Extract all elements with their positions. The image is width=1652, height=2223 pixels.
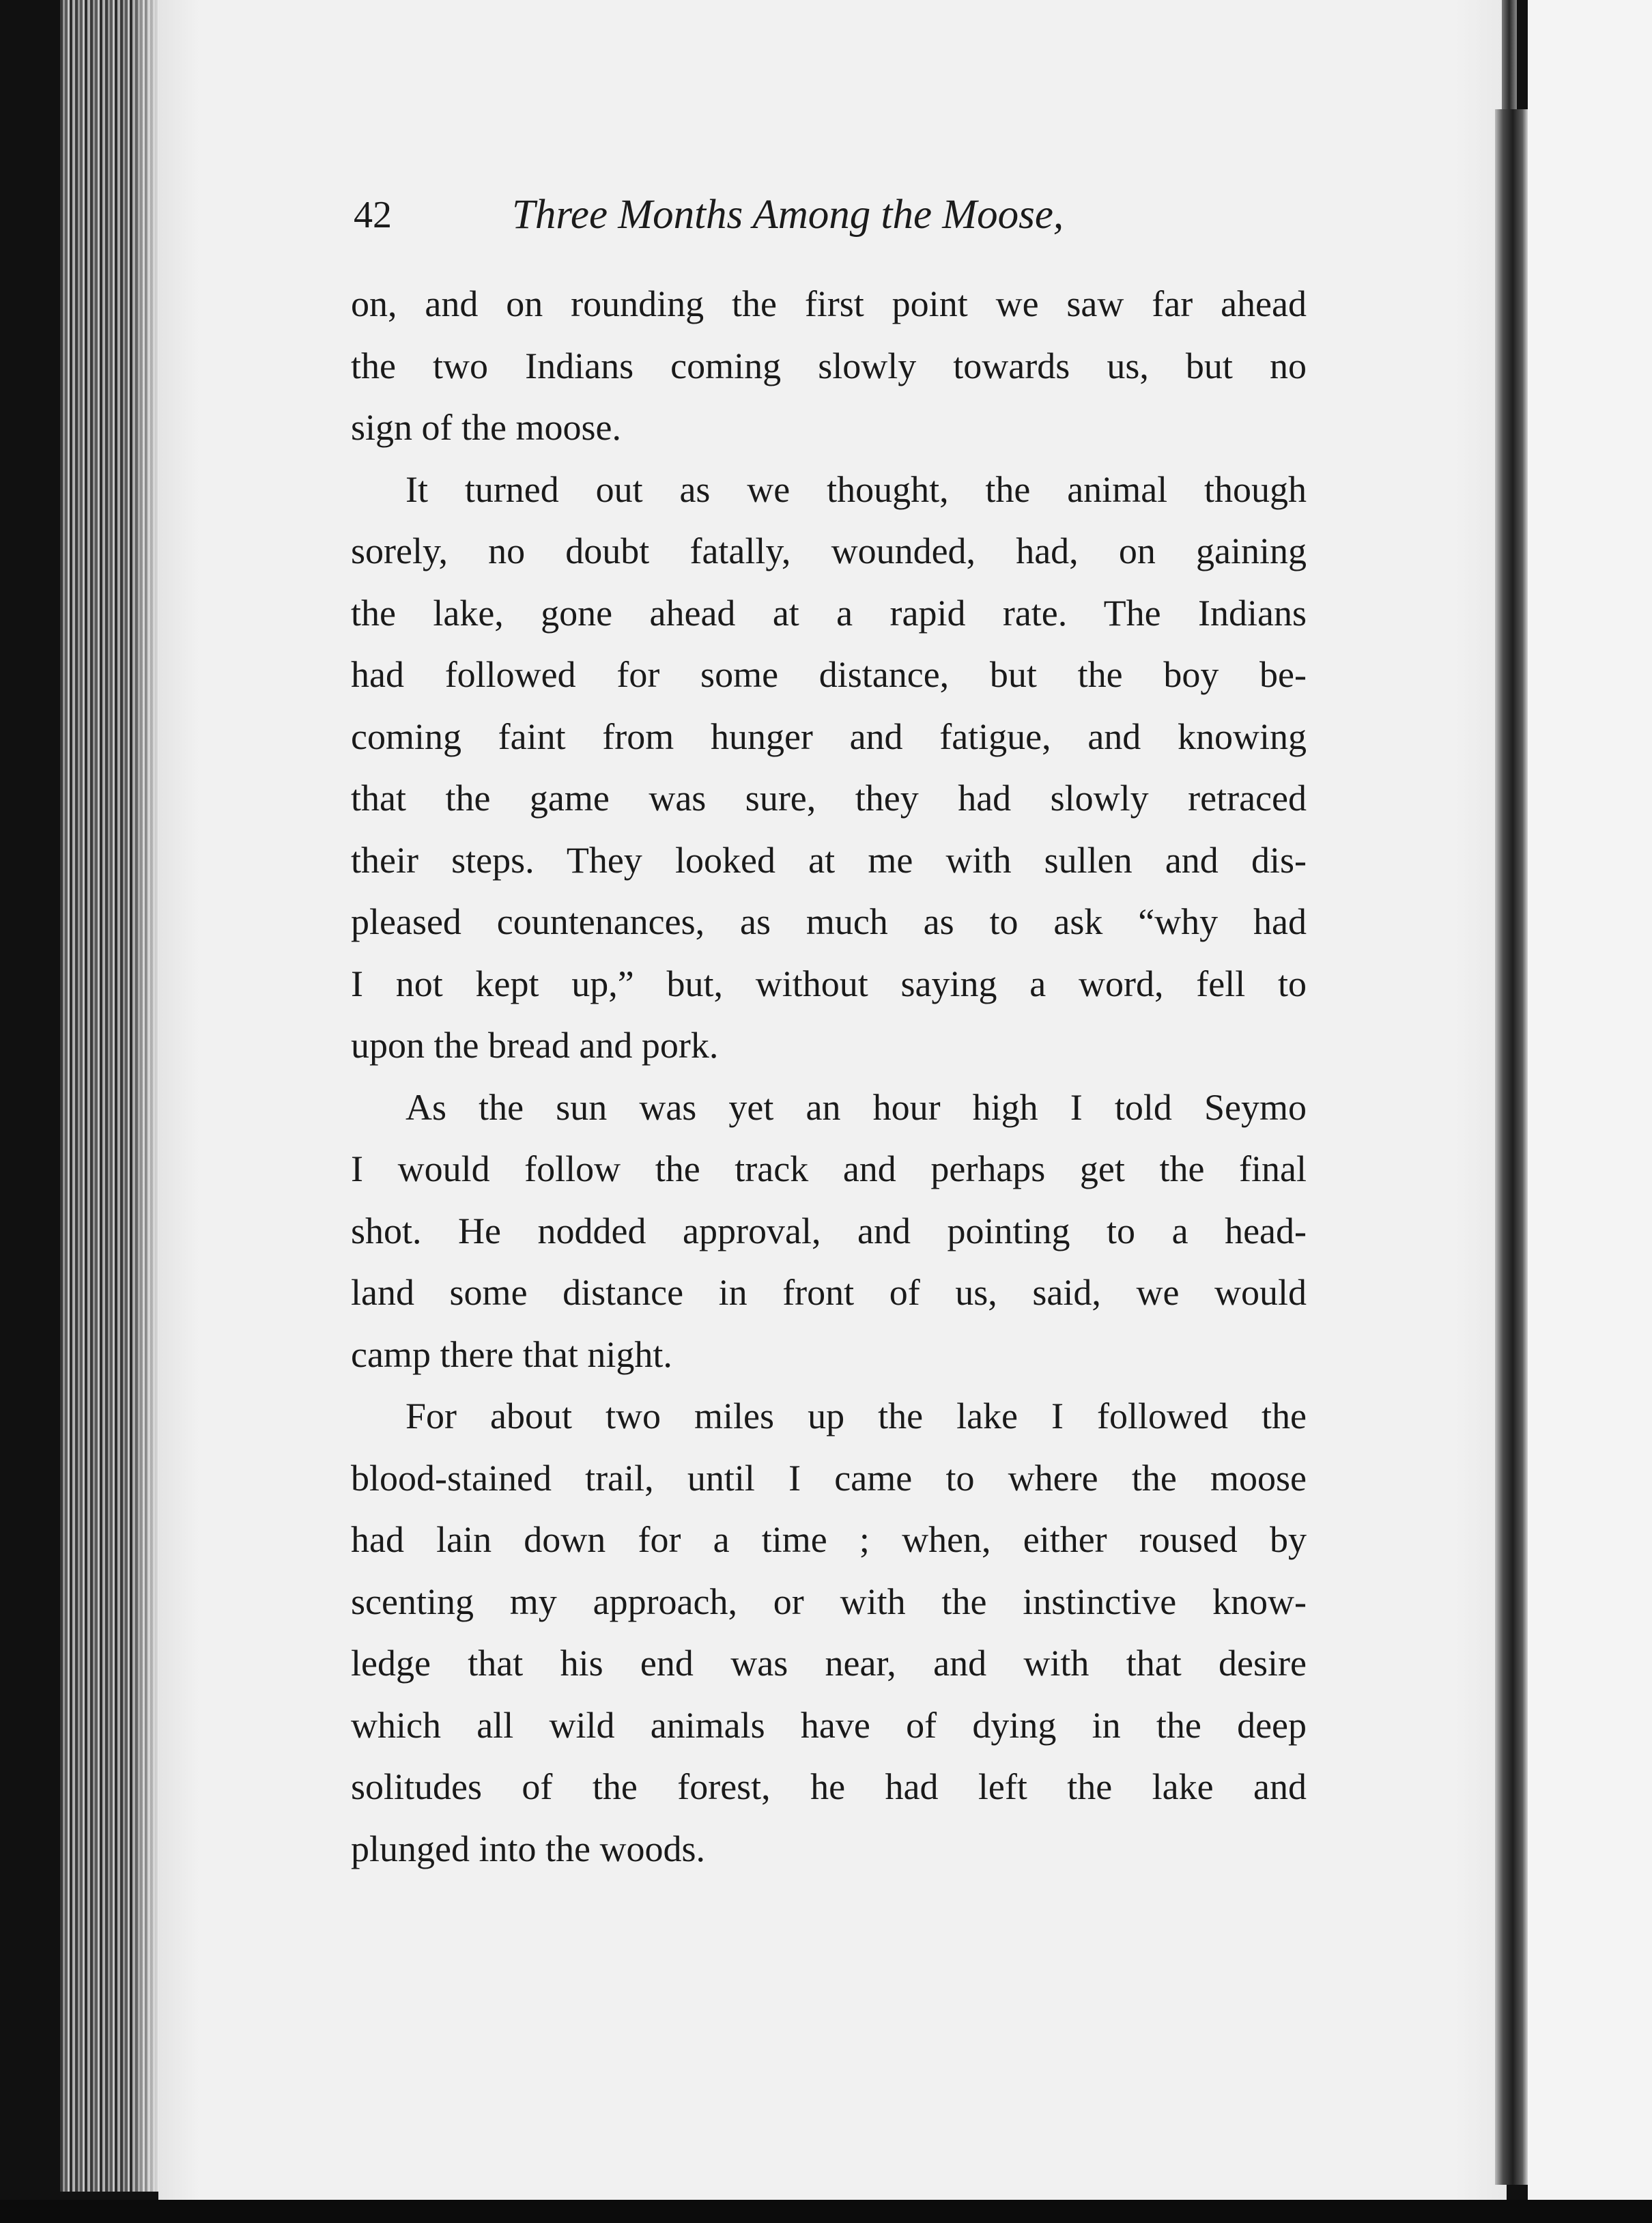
- text-line: had followed for some distance, but the boy be-: [351, 654, 1307, 695]
- text-line: sign of the moose.: [351, 407, 621, 448]
- text-line: their steps. They looked at me with sullen and dis-: [351, 839, 1307, 881]
- adjacent-page-edge: [1528, 0, 1652, 2223]
- text-line: plunged into the woods.: [351, 1828, 705, 1869]
- text-line: scenting my approach, or with the instinctive know-: [351, 1581, 1307, 1622]
- text-line: land some distance in front of us, said, we would: [351, 1272, 1307, 1313]
- text-line: I not kept up,” but, without saying a word, fell to: [351, 963, 1307, 1004]
- page-edge-shadow-top: [1502, 0, 1517, 116]
- text-line: the two Indians coming slowly towards us, but no: [351, 345, 1307, 386]
- page-number: 42: [354, 194, 392, 236]
- text-line: shot. He nodded approval, and pointing to a head-: [351, 1210, 1307, 1251]
- text-line: that the game was sure, they had slowly retraced: [351, 778, 1307, 819]
- text-line: For about two miles up the lake I followed the: [405, 1396, 1307, 1436]
- text-line: camp there that night.: [351, 1333, 672, 1375]
- text-line: ledge that his end was near, and with that desire: [351, 1643, 1307, 1684]
- text-line: the lake, gone ahead at a rapid rate. The Indians: [351, 592, 1307, 634]
- text-line: on, and on rounding the first point we saw far ahead: [351, 283, 1307, 324]
- text-line: solitudes of the forest, he had left the lake and: [351, 1766, 1307, 1807]
- paragraph: [351, 1385, 1307, 1880]
- text-line: I would follow the track and perhaps get the final: [351, 1148, 1307, 1189]
- text-line: had lain down for a time ; when, either roused by: [351, 1519, 1307, 1560]
- text-line: sorely, no doubt fatally, wounded, had, on gaining: [351, 530, 1307, 571]
- running-title: Three Months Among the Moose,: [512, 192, 1064, 238]
- text-line: It turned out as we thought, the animal though: [405, 468, 1307, 510]
- text-line: blood-stained trail, until I came to where the moose: [351, 1457, 1307, 1499]
- page-edge-shadow: [1495, 109, 1528, 2185]
- text-line: coming faint from hunger and fatigue, and knowing: [351, 716, 1307, 757]
- book-binding-edge: [60, 0, 162, 2192]
- paragraph: [351, 459, 1307, 1077]
- text-line: upon the bread and pork.: [351, 1025, 719, 1066]
- text-line: As the sun was yet an hour high I told Seymo: [405, 1086, 1307, 1128]
- paragraph: [351, 273, 1307, 459]
- body-text: [351, 273, 1307, 1880]
- text-line: which all wild animals have of dying in the deep: [351, 1704, 1307, 1746]
- scan-bottom-border: [0, 2200, 1652, 2223]
- paragraph: [351, 1077, 1307, 1386]
- text-line: pleased countenances, as much as to ask “why had: [351, 901, 1307, 942]
- running-header: [354, 184, 1145, 246]
